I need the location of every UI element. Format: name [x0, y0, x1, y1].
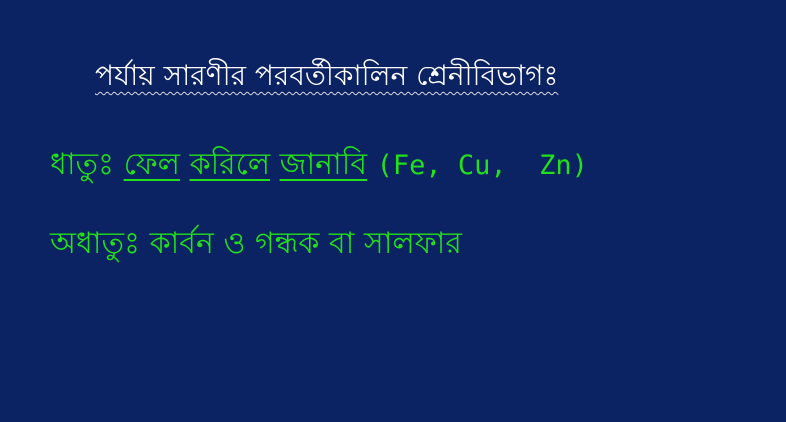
metals-label: ধাতুঃ	[50, 147, 115, 182]
mnemonic-word-3: জানাবি	[279, 147, 368, 182]
mnemonic-word-1: ফেল	[123, 147, 181, 182]
mnemonic-word-2: করিলে	[189, 147, 271, 182]
nonmetals-line	[50, 219, 462, 270]
metals-line	[50, 140, 588, 191]
nonmetals-text: কার্বন ও গন্ধক বা সালফার	[149, 226, 462, 261]
nonmetals-label: অধাতুঃ	[50, 226, 141, 261]
slide-title: পর্যায় সারণীর পরবর্তীকালিন শ্রেনীবিভাগঃ	[95, 59, 559, 92]
metal-symbols: (Fe, Cu, Zn)	[376, 150, 588, 181]
